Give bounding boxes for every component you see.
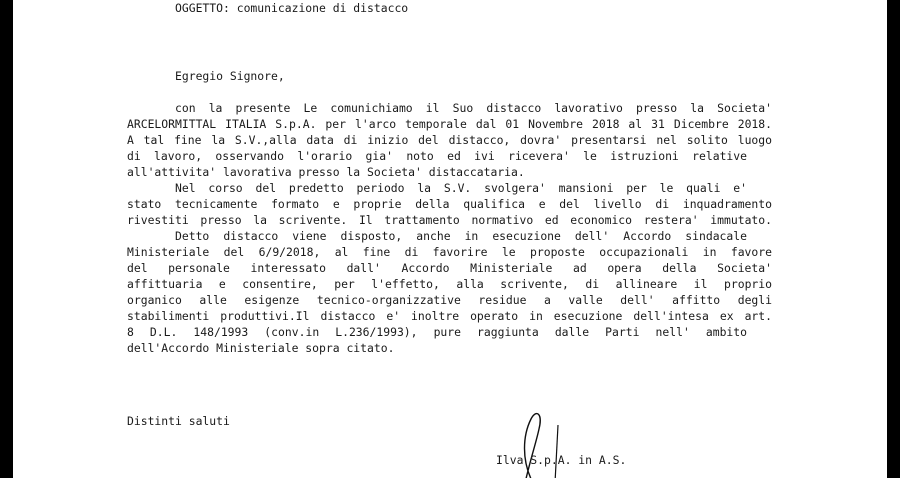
- body-line: all'attivita' lavorativa presso la Societa' distaccataria.: [127, 165, 525, 179]
- body-line: stato tecnicamente formato e proprie della qualifica e del livello di inquadramento: [127, 197, 772, 211]
- closing: Distinti saluti: [127, 414, 230, 428]
- letter-page: [13, 0, 887, 478]
- body-line: Nel corso del predetto periodo la S.V. svolgera' mansioni per le quali e': [175, 181, 747, 195]
- body-line: del personale interessato dall' Accordo Ministeriale ad opera della Societa': [127, 261, 772, 275]
- body-line: Ministeriale del 6/9/2018, al fine di favorire le proposte occupazionali in favore: [127, 245, 772, 259]
- body-line: di lavoro, osservando l'orario gia' noto ed ivi ricevera' le istruzioni relative: [127, 149, 747, 163]
- body-line: ARCELORMITTAL ITALIA S.p.A. per l'arco temporale dal 01 Novembre 2018 al 31 Dicembre 2018.: [127, 117, 772, 131]
- signatory: Ilva S.p.A. in A.S.: [496, 453, 627, 467]
- body-line: 8 D.L. 148/1993 (conv.in L.236/1993), pure raggiunta dalle Parti nell' ambito: [127, 325, 747, 339]
- body-line: rivestiti presso la scrivente. Il trattamento normativo ed economico restera' immutato.: [127, 213, 772, 227]
- body-line: con la presente Le comunichiamo il Suo distacco lavorativo presso la Societa': [175, 101, 772, 115]
- subject-line: OGGETTO: comunicazione di distacco: [175, 1, 409, 15]
- body-line: A tal fine la S.V.,alla data di inizio del distacco, dovra' presentarsi nel solito luogo: [127, 133, 772, 147]
- body-line: affittuaria e consentire, per l'effetto, alla scrivente, di allineare il proprio: [127, 277, 772, 291]
- body-line: dell'Accordo Ministeriale sopra citato.: [127, 341, 395, 355]
- body-line: Detto distacco viene disposto, anche in esecuzione dell' Accordo sindacale: [175, 229, 747, 243]
- body-line: organico alle esigenze tecnico-organizzative residue a valle dell' affitto degli: [127, 293, 772, 307]
- salutation: Egregio Signore,: [175, 69, 285, 83]
- body-line: stabilimenti produttivi.Il distacco e' inoltre operato in esecuzione dell'intesa ex art.: [127, 309, 772, 323]
